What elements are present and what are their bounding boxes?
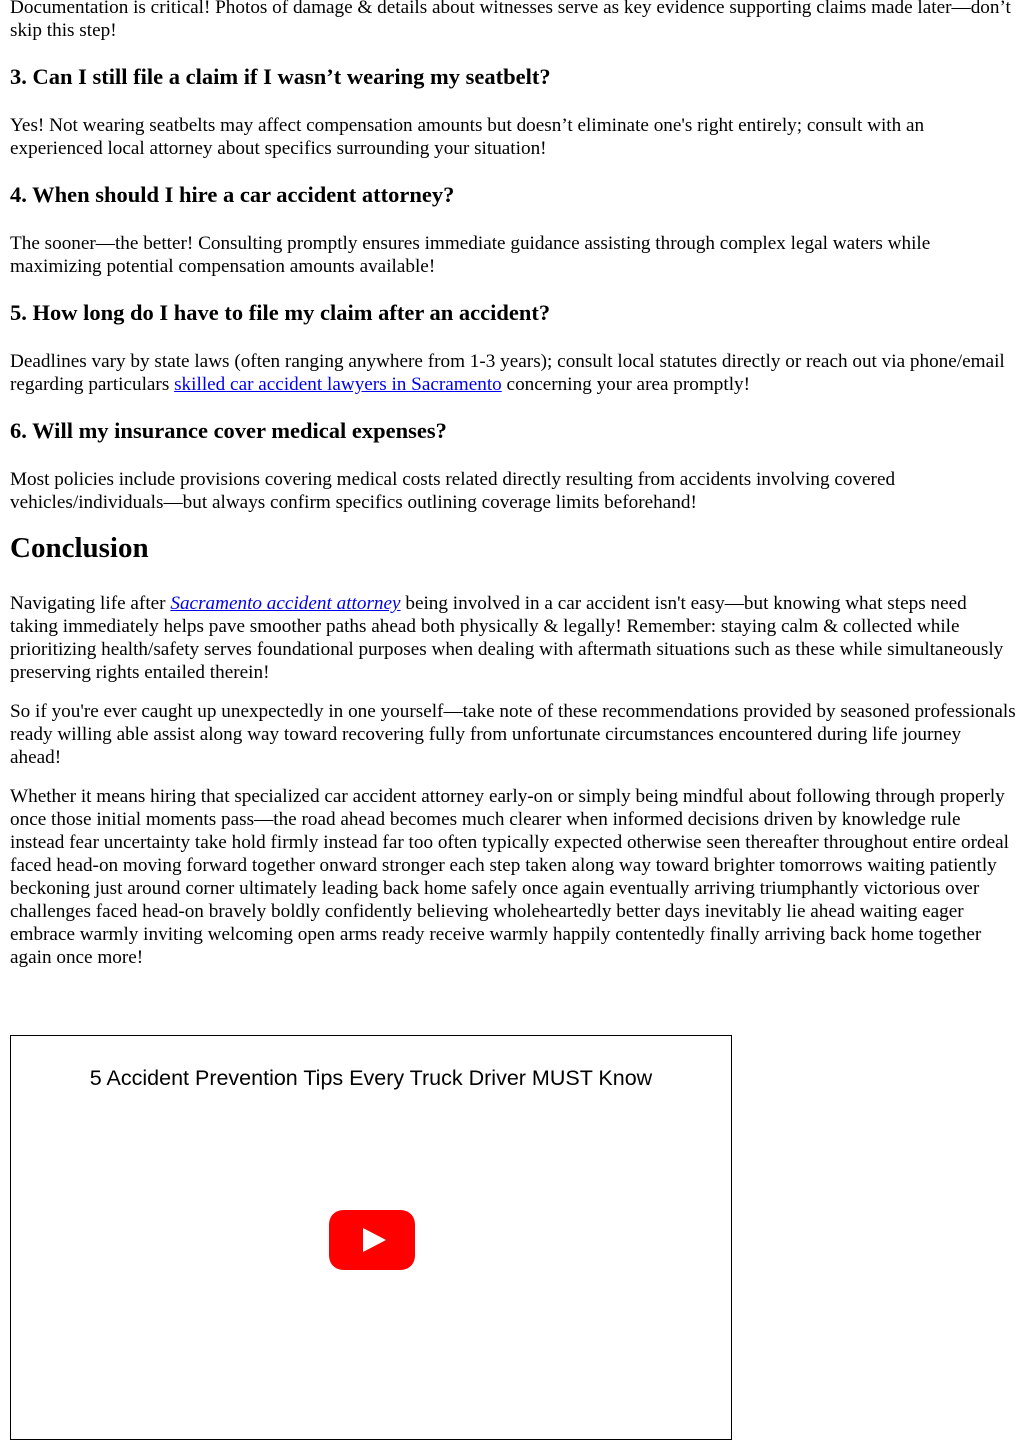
faq-answer-text-start: Deadlines vary by state laws (often ranging anywhere from 1-3 years); consult local statutes directly or reach out via phone/email regarding particulars xyxy=(10,351,1005,395)
conclusion-text-start: Navigating life after xyxy=(10,593,171,614)
youtube-play-icon-graphic xyxy=(328,1209,416,1271)
conclusion-text-end: being involved in a car accident isn't easy—but knowing what steps need taking immediately helps pave smoother paths ahead both physically & legally! Remember: staying calm & collected while prioritizing health/safety serves foundational purposes when dealing with aftermath situations such as these while simultaneously preserving rights entailed therein! xyxy=(10,593,1004,683)
faq-answer-hire-attorney: The sooner—the better! Consulting promptly ensures immediate guidance assisting through complex legal waters while maximizing potential compensation amounts available! xyxy=(10,233,931,277)
conclusion-heading: Conclusion xyxy=(10,532,149,564)
conclusion-paragraph-3: Whether it means hiring that specialized car accident attorney early-on or simply being mindful about following through properly once those initial moments pass—the road ahead becomes much clearer when informed decisions driven by knowledge rule instead fear uncertainty take hold firmly instead far too often typically expected otherwise seen thereafter throughout entire ordeal faced head-on moving forward together onward stronger each step taken along way toward brighter tomorrows waiting patiently beckoning just around corner ultimately leading back home safely once again eventually arriving triumphantly victorious over challenges faced head-on bravely boldly confidently believing wholeheartedly better days inevitably lie ahead waiting eager embrace warmly inviting welcoming open arms ready receive warmly happily contentedly finally arriving back home together again once more! xyxy=(10,786,1009,968)
faq-question-seatbelt: 3. Can I still file a claim if I wasn’t wearing my seatbelt? xyxy=(10,64,551,89)
faq-answer-file-deadline xyxy=(10,350,1016,396)
faq-answer-text-end: concerning your area promptly! xyxy=(501,374,751,395)
faq-question-hire-attorney: 4. When should I hire a car accident attorney? xyxy=(10,182,455,207)
youtube-video-embed[interactable] xyxy=(10,1035,732,1440)
faq-answer-insurance: Most policies include provisions covering medical costs related directly resulting from accidents involving covered vehicles/individuals—but always confirm specifics outlining coverage limits beforehand! xyxy=(10,469,896,513)
faq-question-insurance: 6. Will my insurance cover medical expenses? xyxy=(10,418,447,443)
conclusion-paragraph-1 xyxy=(10,592,1016,684)
faq-question-file-deadline: 5. How long do I have to file my claim after an accident? xyxy=(10,300,551,325)
skilled-lawyers-sacramento-link[interactable]: skilled car accident lawyers in Sacramento xyxy=(174,374,502,395)
article-content xyxy=(10,0,1016,985)
sacramento-accident-attorney-link[interactable]: Sacramento accident attorney xyxy=(170,593,401,614)
conclusion-paragraph-2: So if you're ever caught up unexpectedly in one yourself—take note of these recommendations provided by seasoned professionals ready willing able assist along way toward recovering fully from unfortunate circumstances encountered during life journey ahead! xyxy=(10,701,1016,768)
faq-answer-seatbelt: Yes! Not wearing seatbelts may affect compensation amounts but doesn’t eliminate one's right entirely; consult with an experienced local attorney about specifics surrounding your situation! xyxy=(10,115,925,159)
video-title[interactable]: 5 Accident Prevention Tips Every Truck Driver MUST Know xyxy=(89,1066,653,1090)
youtube-play-icon[interactable] xyxy=(328,1209,416,1271)
documentation-paragraph: Documentation is critical! Photos of damage & details about witnesses serve as key evidence supporting claims made later—don’t skip this step! xyxy=(10,0,1011,41)
